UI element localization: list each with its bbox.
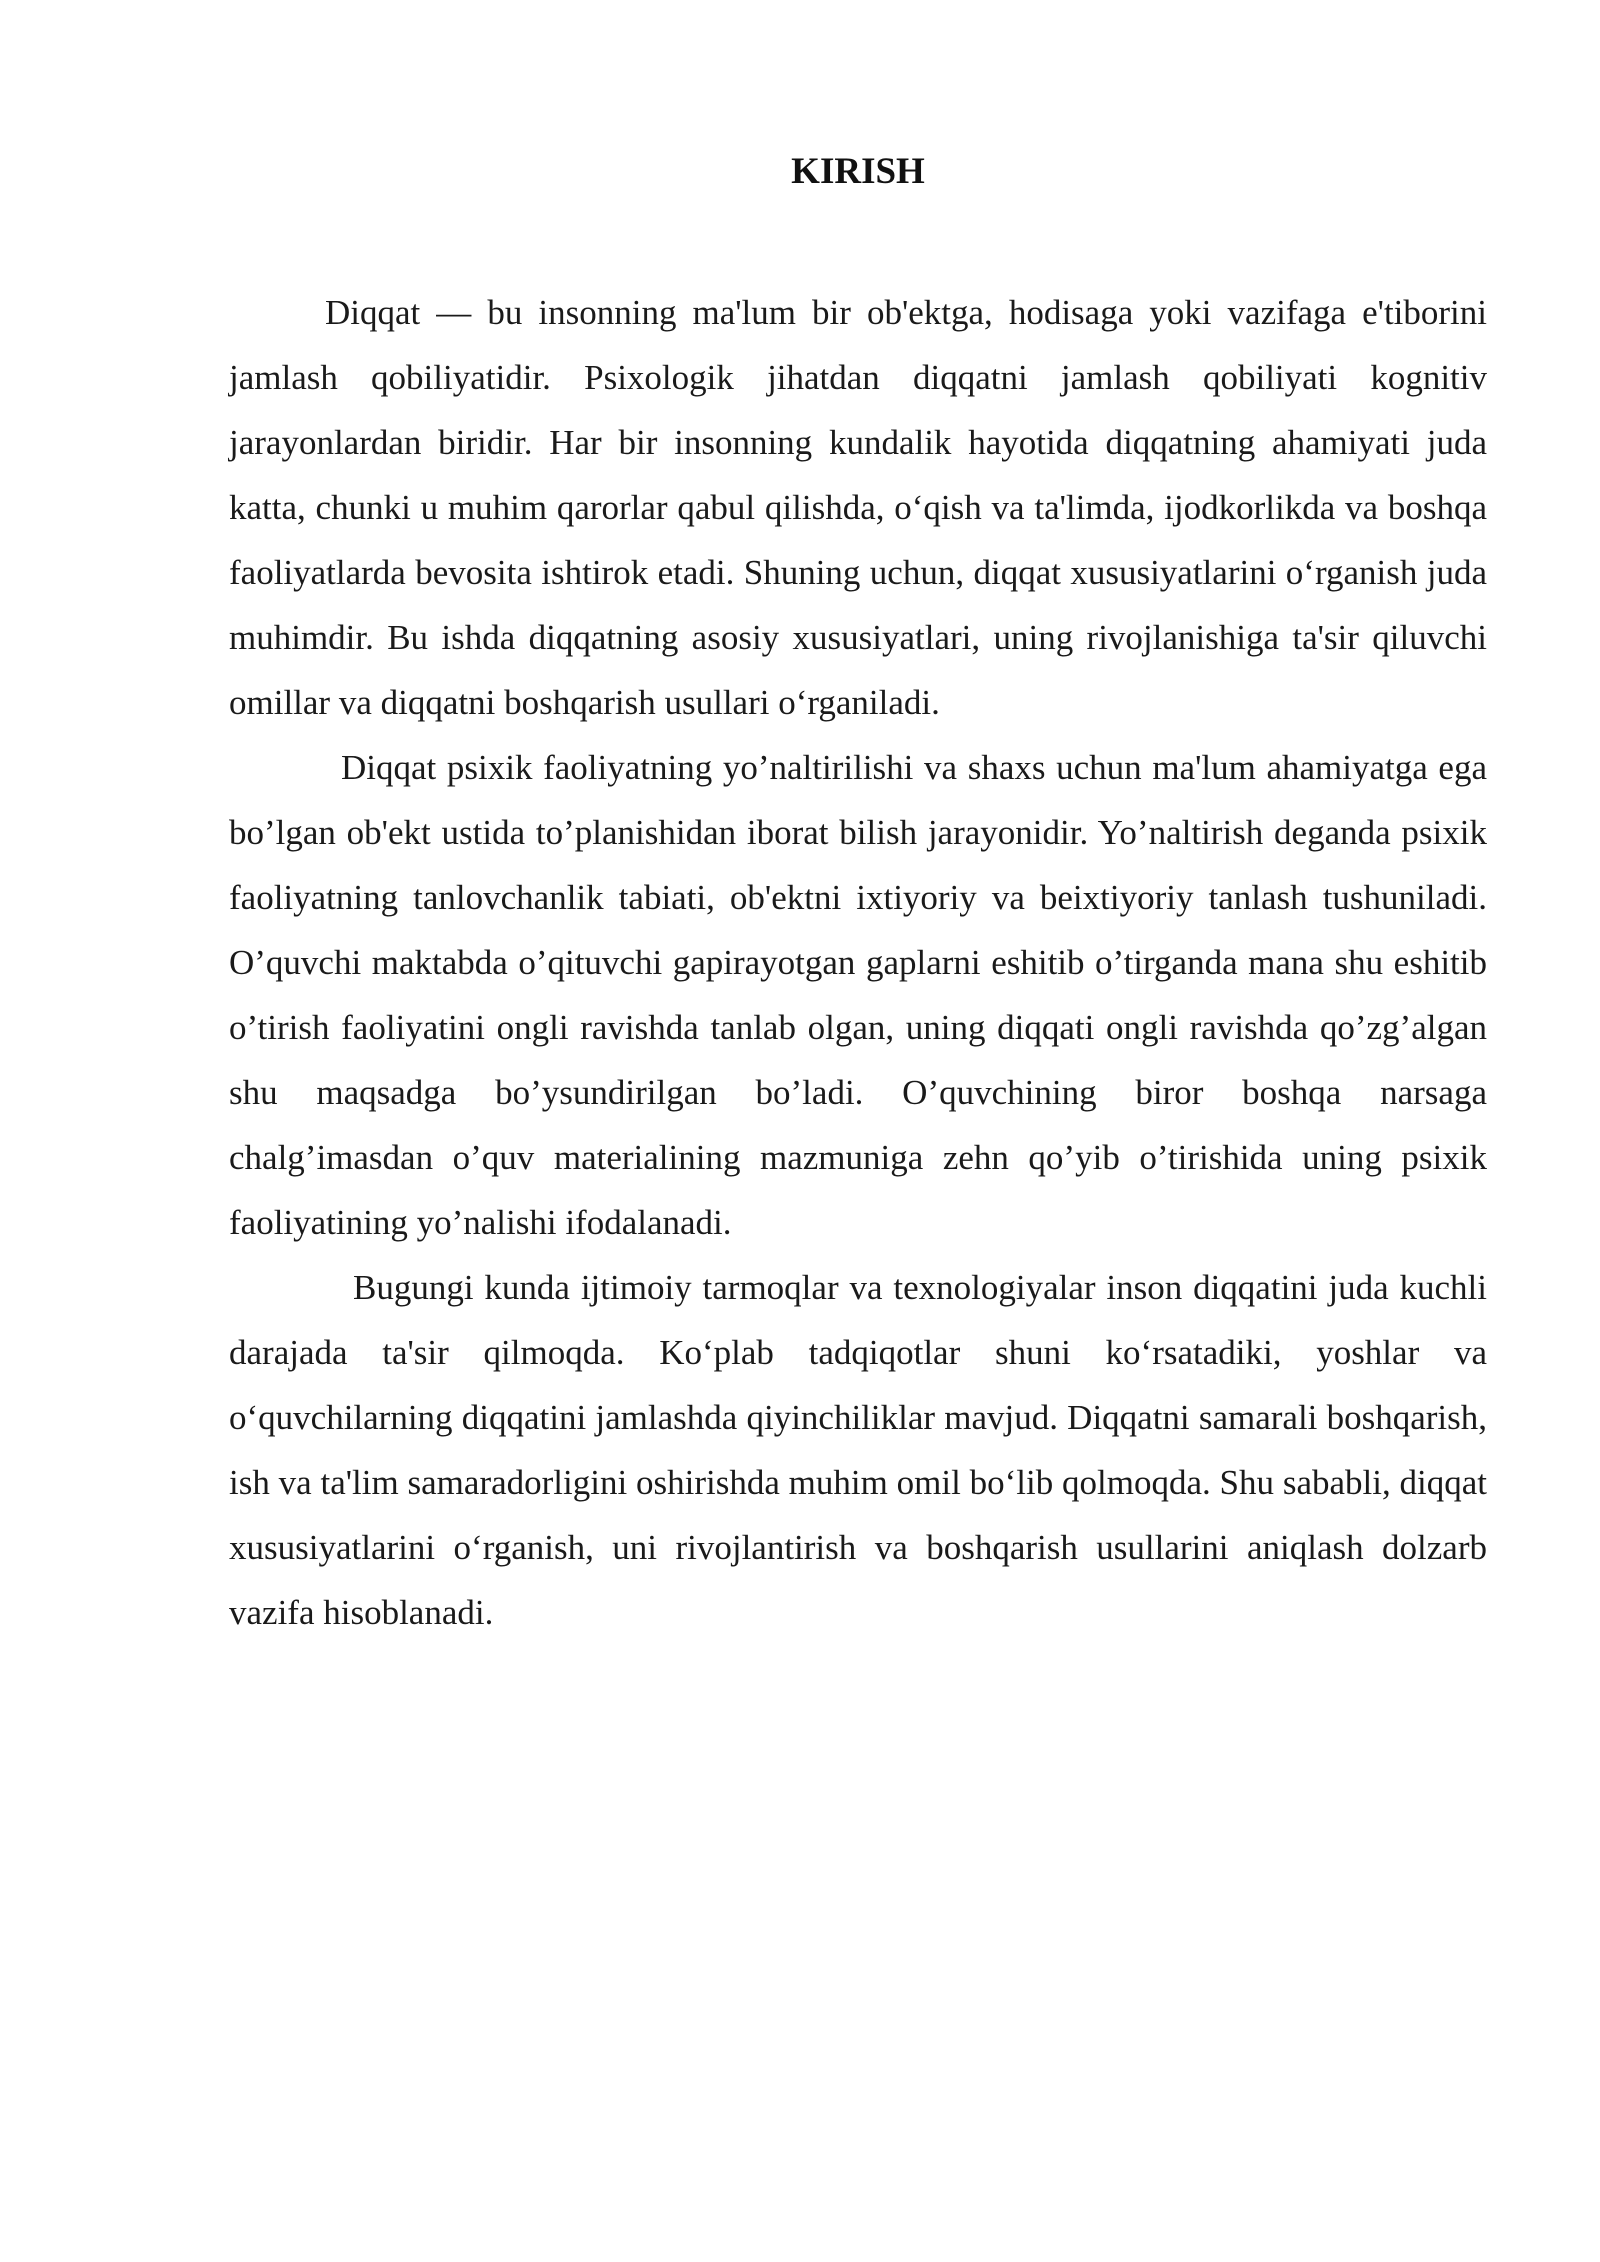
page-title: KIRISH	[791, 151, 925, 192]
paragraph-1: Diqqat — bu insonning ma'lum bir ob'ektga, hodisaga yoki vazifaga e'tiborini jamlash qobiliyatidir. Psixologik jihatdan diqqatni jamlash qobiliyati kognitiv jarayonlardan biridir. Har bir insonning kundalik hayotida diqqatning ahamiyati juda katta, chunki u muhim qarorlar qabul qilishda, o‘qish va ta'limda, ijodkorlikda va boshqa faoliyatlarda bevosita ishtirok etadi. Shuning uchun, diqqat xususiyatlarini o‘rganish juda muhimdir. Bu ishda diqqatning asosiy xususiyatlari, uning rivojlanishiga ta'sir qiluvchi omillar va diqqatni boshqarish usullari o‘rganiladi.	[229, 293, 1487, 722]
document-body	[229, 280, 1487, 1645]
paragraph-3: Bugungi kunda ijtimoiy tarmoqlar va texnologiyalar inson diqqatini juda kuchli darajada ta'sir qilmoqda. Ko‘plab tadqiqotlar shuni ko‘rsatadiki, yoshlar va o‘quvchilarning diqqatini jamlashda qiyinchiliklar mavjud. Diqqatni samarali boshqarish, ish va ta'lim samaradorligini oshirishda muhim omil bo‘lib qolmoqda. Shu sababli, diqqat xususiyatlarini o‘rganish, uni rivojlantirish va boshqarish usullarini aniqlash dolzarb vazifa hisoblanadi.	[229, 1268, 1487, 1632]
paragraph-2: Diqqat psixik faoliyatning yo’naltirilishi va shaxs uchun ma'lum ahamiyatga ega bo’lgan ob'ekt ustida to’planishidan iborat bilish jarayonidir. Yo’naltirish deganda psixik faoliyatning tanlovchanlik tabiati, ob'ektni ixtiyoriy va beixtiyoriy tanlash tushuniladi. O’quvchi maktabda o’qituvchi gapirayotgan gaplarni eshitib o’tirganda mana shu eshitib o’tirish faoliyatini ongli ravishda tanlab olgan, uning diqqati ongli ravishda qo’zg’algan shu maqsadga bo’ysundirilgan bo’ladi. O’quvchining biror boshqa narsaga chalg’imasdan o’quv materialining mazmuniga zehn qo’yib o’tirishida uning psixik faoliyatining yo’nalishi ifodalanadi.	[229, 748, 1487, 1242]
